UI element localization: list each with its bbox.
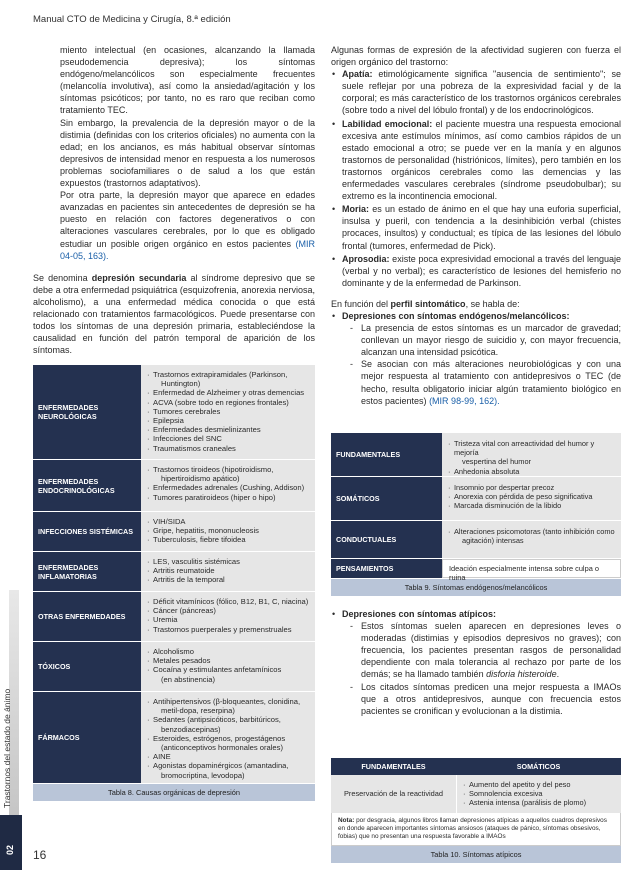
table-row: Preservación de la reactividad · Aumento del apetito y del peso · Somnolencia excesiva · Astenia intensa (parálisis de plomo) — [331, 775, 621, 813]
mir-reference: (MIR 04-05, 163). — [60, 238, 315, 261]
list-item: - Estos síntomas suelen aparecen en depresiones leves o moderadas (distimias y episodios depresivos no graves); con frecuencia, los pacientes presentan rasgos de personalidad dependiente con mala tolerancia al rechazo por parte de los demás; se ha llamado también disforia histeroide. — [342, 620, 621, 680]
left-column — [33, 44, 315, 356]
indented-block — [33, 44, 315, 262]
table-8-caption: Tabla 8. Causas orgánicas de depresión — [33, 784, 315, 801]
table-row — [33, 365, 315, 460]
list-item: • Aprosodia: existe poca expresividad emocional a través del lenguaje (verbal y no verbal); es característico de lesiones del hemisferio no dominante y de la enfermedad de Parkinson. — [331, 253, 621, 289]
chapter-sidebar — [0, 590, 22, 870]
table-10-note: Nota: por desgracia, algunos libros llaman depresiones atípicas a aquellos cuadros depresivos en donde aparecen importantes síntomas ansiosos (ataques de pánico, síntomas obsesivos, fobias) que no presentan una respuesta favorable a IMAOs — [331, 813, 621, 846]
table-9-caption: Tabla 9. Síntomas endógenos/melancólicos — [331, 579, 621, 596]
paragraph-organic-forms-intro: Algunas formas de expresión de la afectividad sugieren con fuerza el origen orgánico del trastorno: — [331, 45, 621, 68]
chapter-tab — [0, 815, 22, 870]
list-item: • Moria: es un estado de ánimo en el que hay una euforia superficial, insulsa y pueril, con tendencia a la desinhibición verbal (chistes procaces, insultos) y conductual; es típica de las lesiones del lóbulo frontal (tumores, enfermedad de Pick). — [331, 203, 621, 251]
list-item: - Se asocian con más alteraciones neurobiológicas y con una mejor respuesta al tratamiento con antidepresivos o TEC (de hecho, resulta obligatorio iniciar algún tratamiento biológico en estos pacientes) (MIR 98-99, 162). — [342, 358, 621, 406]
paragraph-symptom-profile: En función del perfil sintomático, se habla de: — [331, 298, 520, 309]
list-item: - Los citados síntomas predicen una mejor respuesta a IMAOs que a otros antidepresivos, aunque con frecuencia estos pacientes se cronifican y evolucionan a la distimia. — [342, 681, 621, 717]
term-secondary-depression: depresión secundaria — [91, 272, 187, 283]
table-row: CONDUCTUALES · Alteraciones psicomotoras (tanto inhibición como agitación) intensas — [331, 521, 621, 559]
table-header: FUNDAMENTALES SOMÁTICOS — [331, 758, 621, 775]
affectivity-list — [331, 68, 621, 289]
endogenous-list — [331, 310, 621, 407]
table-row: FÁRMACOS · Antihipertensivos (β-bloqueantes, clonidina, metil-dopa, reserpina) · Sedantes (antipsicóticos, barbitúricos, benzodiacepinas) · Esteroides, estrógenos, progestágenos (anticonceptivos hormonales orales) · AINE · Agonistas dopaminérgicos (amantadina, bromocriptina, levodopa) — [33, 692, 315, 784]
right-column-lower — [331, 608, 621, 718]
list-item: • Depresiones con síntomas endógenos/melancólicos: - La presencia de estos síntomas es un marcador de gravedad; conllevan un mayor riesgo de suicidio y, con mayor frecuencia, alcanzan una intensidad psicótica. - Se asocian con más alteraciones neurobiológicas y con una mejor respuesta al tratamiento con antidepresivos o TEC (de hecho, resulta obligatorio iniciar algún tratamiento biológico en estos pacientes) (MIR 98-99, 162). — [331, 310, 621, 407]
row-items: · Trastornos extrapiramidales (Parkinson, Huntington) · Enfermedad de Alzheimer y otras demencias · ACVA (sobre todo en regiones frontales) · Tumores cerebrales · Epilepsia · Enfermedades desmielinizantes · Infecciones del SNC · Traumatismos craneales — [141, 365, 315, 459]
table-row: OTRAS ENFERMEDADES · Déficit vitamínicos (fólico, B12, B1, C, niacina) · Cáncer (páncreas) · Uremia · Trastornos puerperales y premenstruales — [33, 592, 315, 642]
table-row: TÓXICOS · Alcoholismo · Metales pesados · Cocaína y estimulantes anfetamínicos (en abstinencia) — [33, 642, 315, 692]
table-10-caption: Tabla 10. Síntomas atípicos — [331, 846, 621, 863]
chapter-title-vertical: Trastornos del estado de ánimo — [2, 688, 12, 808]
page-number: 16 — [33, 848, 47, 862]
table-row: ENFERMEDADES ENDOCRINOLÓGICAS · Trastornos tiroideos (hipotiroidismo, hipertiroidismo apático) · Enfermedades adrenales (Cushing, Addison) · Tumores paratiroideos (hiper o hipo) — [33, 460, 315, 512]
list-item: • Depresiones con síntomas atípicos: - Estos síntomas suelen aparecen en depresiones leves o moderadas (distimias y episodios depresivos no graves); con frecuencia, los pacientes presentan rasgos de personalidad dependiente con mala tolerancia al rechazo por parte de los demás; se ha llamado también disforia histeroide. - Los citados síntomas predicen una mejor respuesta a IMAOs que a otros antidepresivos, aunque con frecuencia estos pacientes se cronifican y evolucionan a la distimia. — [331, 608, 621, 717]
atypical-list — [331, 608, 621, 717]
right-column — [331, 44, 621, 408]
paragraph-elderly-3-text: Por otra parte, la depresión mayor que aparece en edades avanzadas en pacientes sin antecedentes de depresión se ha puesto en relación con factores degenerativos o con alteraciones vasculares cerebrales, por lo que es obligado estudiar un posible origen orgánico en estos pacientes — [60, 190, 315, 249]
list-item: • Apatía: etimológicamente significa "ausencia de sentimiento"; se suele reflejar por una pobreza de la expresividad facial y de la corporal; es más característico de los trastornos orgánicos cerebrales (sobre todo a nivel del lóbulo frontal) y de los endocrinológicos. — [331, 68, 621, 116]
table-row: SOMÁTICOS · Insomnio por despertar precoz · Anorexia con pérdida de peso significativa · Marcada disminución de la libido — [331, 477, 621, 521]
paragraph-elderly-2: Sin embargo, la prevalencia de la depresión mayor o de la distimia (definidas con los criterios oficiales) no aumenta con la edad; en los ancianos, es más habitual observar síntomas depresivos de intensidad menor en respuesta a los numerosos problemas sociofamiliares o de salud a los que están expuestos (trastornos adaptativos). — [60, 117, 315, 189]
paragraph-elderly-1: miento intelectual (en ocasiones, alcanzando la llamada pseudodemencia depresiva); los síntomas endógeno/melancólicos son especialmente frecuentes (melancolía involutiva), así como la ansiedad/agitación y los síntomas psicóticos; por tanto, no es raro que reciban como tratamiento TEC. — [60, 45, 315, 116]
row-category: ENFERMEDADES NEUROLÓGICAS — [33, 365, 141, 459]
table-9-endogenous-symptoms — [331, 433, 621, 596]
table-row: FUNDAMENTALES · Tristeza vital con arreactividad del humor y mejoría vespertina del humor · Anhedonia absoluta — [331, 433, 621, 477]
list-item: - La presencia de estos síntomas es un marcador de gravedad; conllevan un mayor riesgo de suicidio y, con mayor frecuencia, alcanzan una intensidad psicótica. — [342, 322, 621, 358]
paragraph-secondary-depression: Se denomina depresión secundaria al síndrome depresivo que se debe a otra enfermedad psiquiátrica (esquizofrenia, anorexia nerviosa, alcoholismo), a una enfermedad médica conocida o que está relacionado con tratamientos farmacológicos. Puede presentarse con todos los síntomas de una depresión primaria, estableciéndose la causalidad en función del patrón temporal de aparición de los síntomas. — [33, 272, 315, 356]
chapter-number: 02 — [5, 844, 15, 855]
table-row: ENFERMEDADES INFLAMATORIAS · LES, vasculitis sistémicas · Artritis reumatoide · Artritis de la temporal — [33, 552, 315, 592]
list-item: • Labilidad emocional: el paciente muestra una respuesta emocional excesiva ante estímulos mínimos, así como cambios rápidos de un estado emocional a otro; se puede ver en la manía y en algunos trastornos de personalidad (histriónicos, límites), pero también en los trastornos orgánicos cerebrales como las demencias y las enfermedades vasculares cerebrales (síndrome pseudobulbar); su extremo es la incontinencia emocional. — [331, 118, 621, 203]
paragraph-elderly-3 — [60, 189, 315, 262]
mir-reference: (MIR 98-99, 162). — [429, 395, 500, 406]
table-row: PENSAMIENTOS Ideación especialmente intensa sobre culpa o ruina — [331, 559, 621, 579]
table-8-organic-causes — [33, 365, 315, 801]
running-header: Manual CTO de Medicina y Cirugía, 8.ª edición — [33, 14, 231, 25]
table-10-atypical-symptoms — [331, 758, 621, 863]
table-row: INFECCIONES SISTÉMICAS · VIH/SIDA · Gripe, hepatitis, mononucleosis · Tuberculosis, fiebre tifoidea — [33, 512, 315, 552]
